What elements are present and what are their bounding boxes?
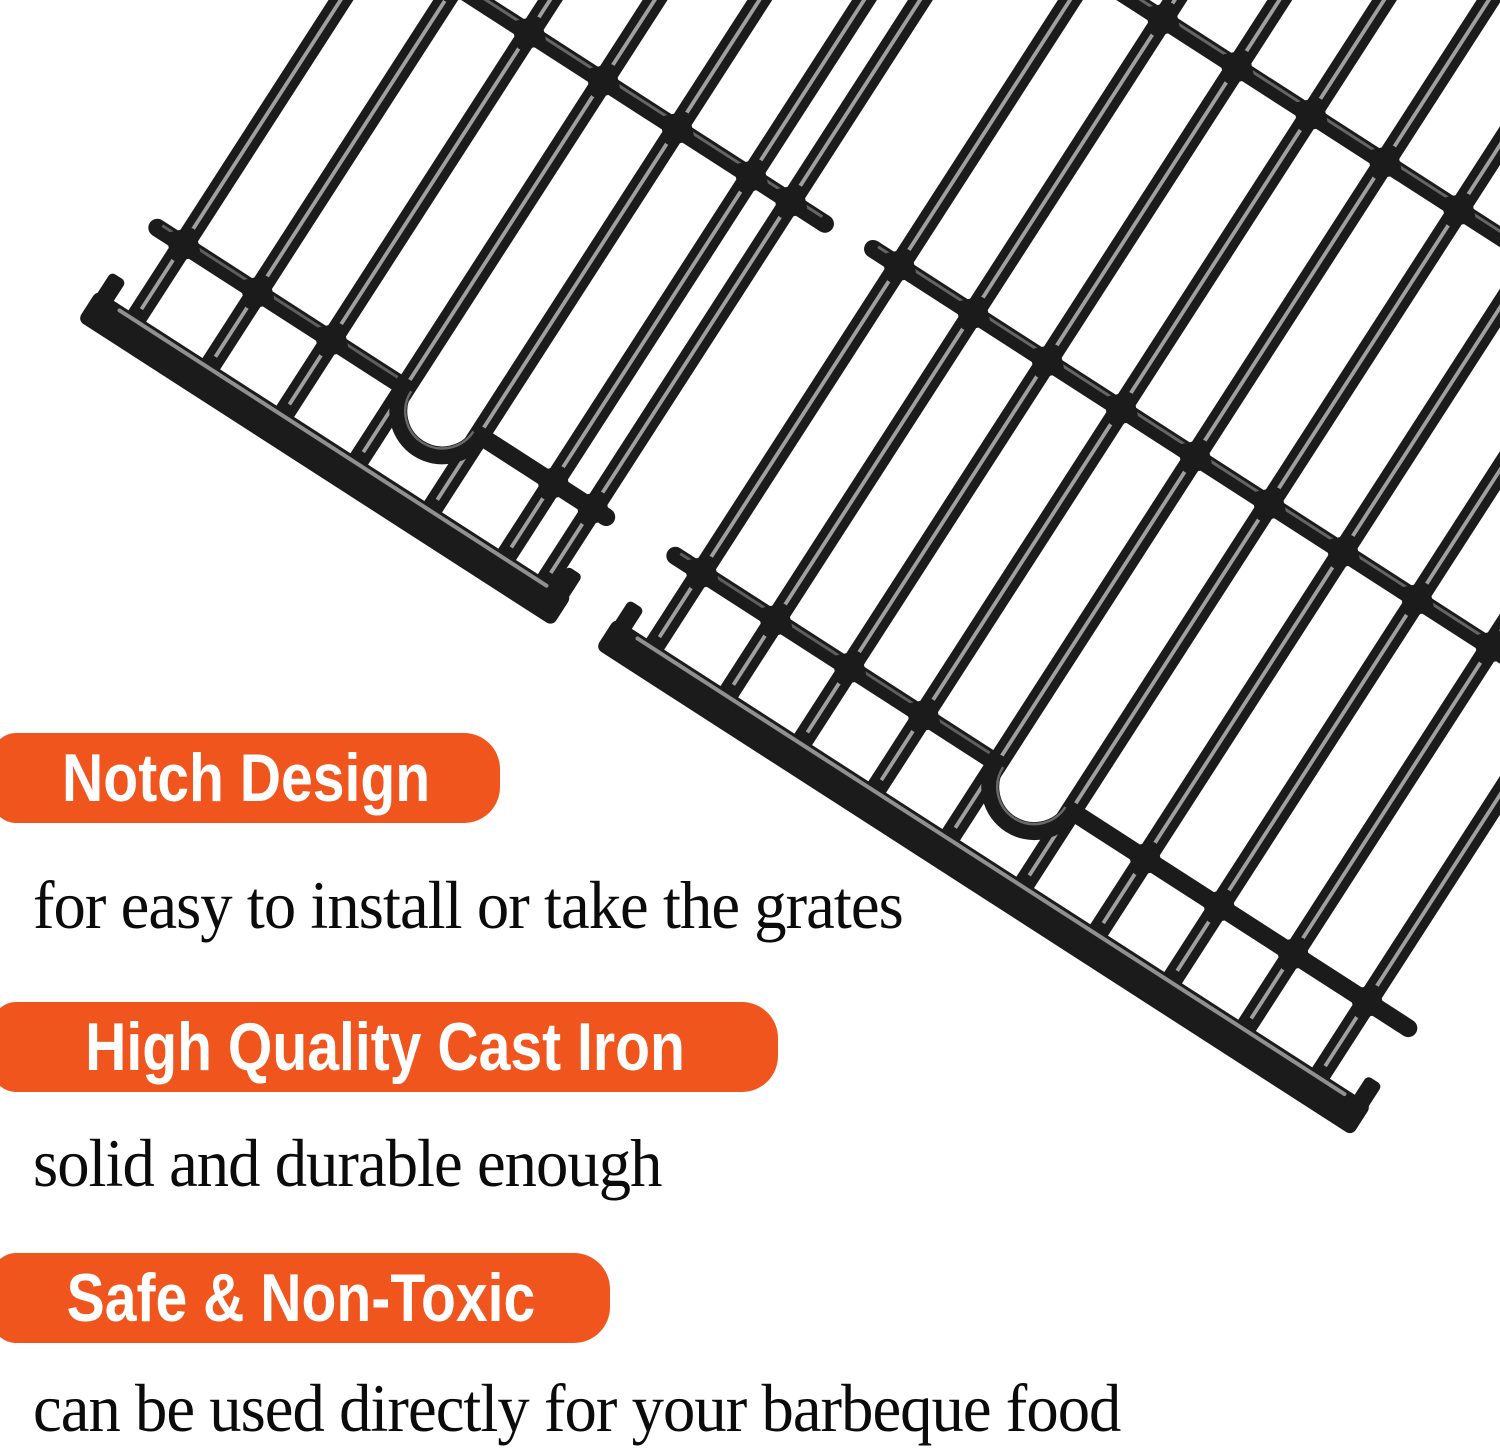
feature-description: solid and durable enough — [33, 1125, 662, 1201]
feature-badge-label: High Quality Cast Iron — [85, 1009, 685, 1085]
feature-description: for easy to install or take the grates — [33, 867, 903, 943]
feature-badge — [0, 1002, 778, 1092]
feature-badge-label: Notch Design — [61, 740, 431, 816]
feature-badge-label: Safe & Non-Toxic — [66, 1260, 536, 1336]
feature-badge — [0, 733, 500, 823]
feature-badge — [0, 1253, 610, 1343]
feature-description: can be used directly for your barbeque food — [33, 1370, 1121, 1446]
